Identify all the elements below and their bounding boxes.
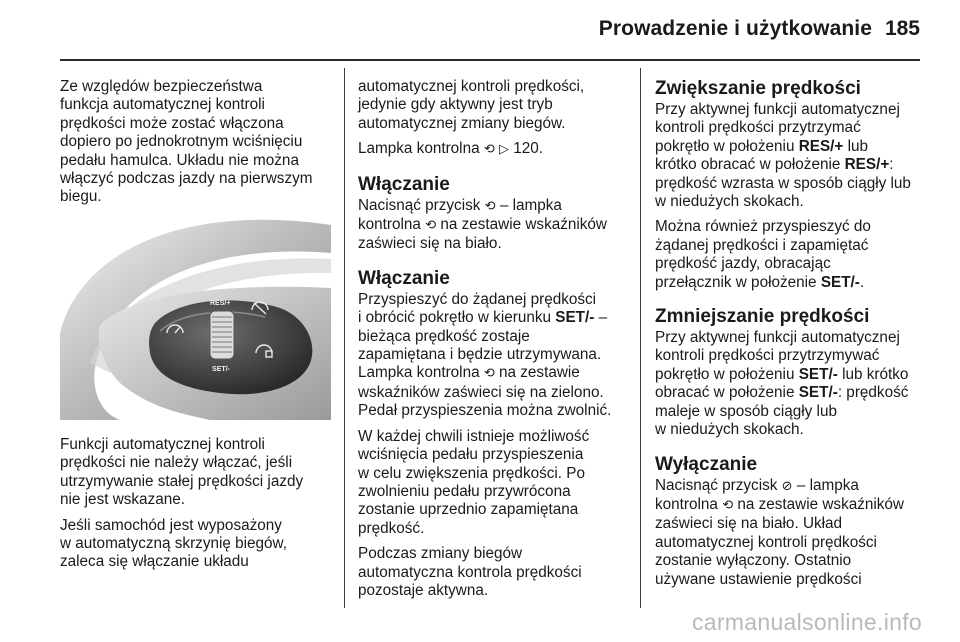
heading-switch-on: Włączanie <box>358 173 450 195</box>
cruise-off-icon: ⊘ <box>781 478 793 494</box>
paragraph-continuation: automatycznej kontroli prędkości, jedynie gdy aktywny jest tryb automatycznej zmiany biegów. <box>358 78 585 132</box>
cruise-control-icon: ⟲ <box>483 142 495 158</box>
paragraph-gear-change: Podczas zmiany biegów automatyczna kontrola prędkości pozostaje aktywna. <box>358 545 582 599</box>
paragraph-increase-speed: Przy aktywnej funkcji automatycznej kontroli prędkości przytrzymać pokrętło w położeniu RES/+ lub krótko obracać w położenie RES/+: prędkość wzrasta w sposób ciągły lub w niedużych skokach. <box>655 101 911 211</box>
column-2 <box>358 78 630 607</box>
set-label: SET/- <box>212 366 230 373</box>
paragraph-switch-off: Nacisnąć przycisk ⊘ – lampka kontrolna ⟲ na zestawie wskaźników zaświeci się na biało. Układ automatycznej kontroli prędkości zostanie wyłączony. Ostatnio używane ustawienie prędkości <box>655 476 904 588</box>
steering-wheel-figure <box>60 213 331 420</box>
heading-decrease-speed: Zmniejszanie prędkości <box>655 306 870 328</box>
intro-paragraph: Ze względów bezpieczeństwa funkcja automatycznej kontroli prędkości może zostać włączona dopiero po jednokrotnym wciśnięciu pedału hamulca. Układu nie można włączyć podczas jazdy na pierwszym biegu. <box>60 78 313 206</box>
res-label: RES/+ <box>210 300 231 307</box>
paragraph-accelerate-store: Można również przyspieszyć do żądanej prędkości i zapamiętać prędkość jazdy, obracając przełącznik w położenie SET/-. <box>655 218 871 291</box>
cruise-control-icon: ⟲ <box>483 366 495 382</box>
header-title: Prowadzenie i użytkowanie <box>598 17 872 40</box>
header-divider <box>60 59 920 61</box>
heading-switch-off: Wyłączanie <box>655 453 758 475</box>
column-3 <box>655 78 927 596</box>
column-divider-1 <box>344 68 345 608</box>
cruise-control-icon: ⟲ <box>484 198 496 214</box>
paragraph-switch-on: Nacisnąć przycisk ⟲ – lampka kontrolna ⟲ na zestawie wskaźników zaświeci się na biało. <box>358 196 607 253</box>
cruise-control-icon: ⟲ <box>722 497 734 513</box>
reference-arrow-icon: ▷ <box>499 142 510 158</box>
paragraph-activation: Przyspieszyć do żądanej prędkości i obrócić pokrętło w kierunku SET/- – bieżąca prędkość zostaje zapamiętana i będzie utrzymywana. Lampka kontrolna ⟲ na zestawie wskaźników zaświeci się na zielono. Pedał przyspieszenia można zwolnić. <box>358 290 612 420</box>
column-divider-2 <box>640 68 641 608</box>
heading-increase-speed: Zwiększanie prędkości <box>655 78 861 99</box>
indicator-reference: Lampka kontrolna ⟲ ▷ 120. <box>358 140 544 158</box>
cruise-control-icon: ⟲ <box>425 218 437 234</box>
paragraph-not-recommended: Funkcji automatycznej kontroli prędkości nie należy włączać, jeśli utrzymywanie stałej prędkości jazdy nie jest wskazane. <box>60 436 304 509</box>
column-1-lower <box>60 436 332 579</box>
page-number: 185 <box>884 17 920 40</box>
paragraph-automatic-gearbox: Jeśli samochód jest wyposażony w automatyczną skrzynię biegów, zaleca się włączanie układu <box>60 516 288 571</box>
heading-activation: Włączanie <box>358 267 450 289</box>
column-1 <box>60 78 332 214</box>
paragraph-any-time: W każdej chwili istnieje możliwość wciśnięcia pedału przyspieszenia w celu zwiększenia prędkości. Po zwolnieniu pedału przywrócona zostanie uprzednio zapamiętana prędkość. <box>358 427 590 537</box>
steering-wheel-illustration <box>60 213 331 420</box>
paragraph-decrease-speed: Przy aktywnej funkcji automatycznej kontroli prędkości przytrzymywać pokrętło w położeniu SET/- lub krótko obracać w położenie SET/-: prędkość maleje w sposób ciągły lub w niedużych skokach. <box>655 329 909 439</box>
watermark: carmanualsonline.info <box>691 609 922 635</box>
